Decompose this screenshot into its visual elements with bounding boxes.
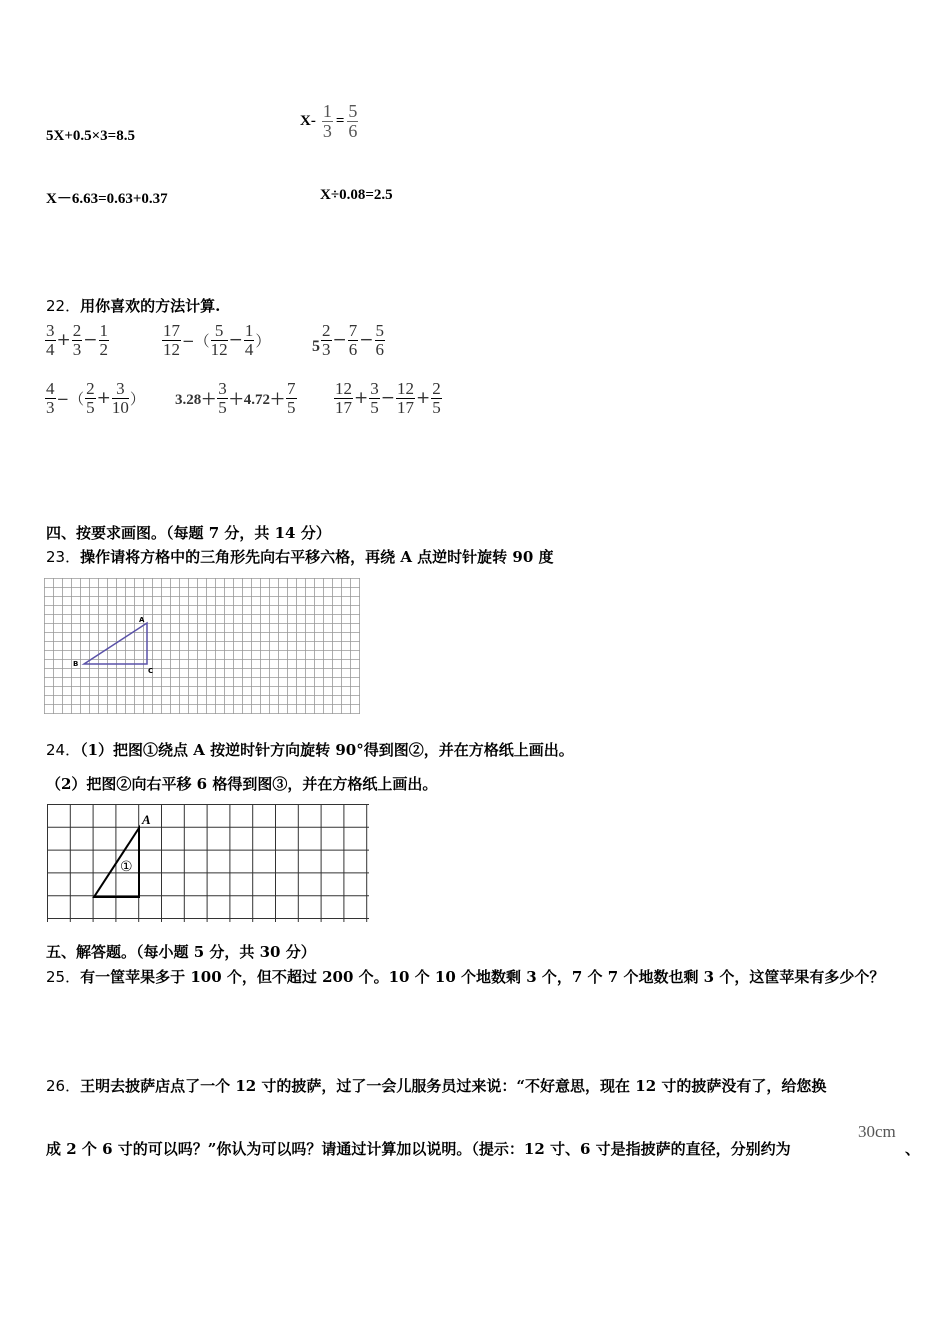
equals-sign: = [335, 112, 345, 129]
figure-1-label: ① [120, 859, 133, 875]
measure-30cm: 30cm [858, 1122, 896, 1141]
question-22-title: 22．用你喜欢的方法计算. [46, 297, 221, 315]
section-4-heading: 四、按要求画图。（每题 7 分，共 14 分） [46, 524, 331, 542]
fraction: $\frac{1}{4}$ [244, 321, 254, 359]
equation-3: X－6.63=0.63+0.37 [46, 191, 168, 207]
grid-lines [47, 804, 369, 922]
fraction: $\frac{4}{3}$ [46, 379, 55, 417]
fraction: $\frac{3}{10}$ [111, 379, 129, 417]
equation-4: X÷0.08=2.5 [320, 187, 393, 203]
equation-2 [300, 102, 359, 141]
equation-2-prefix: X- [300, 112, 316, 129]
question-26-line-2: 成 2 个 6 寸的可以吗？”你认为可以吗？请通过计算加以说明。（提示：12 寸、6 寸是指披萨的直径，分别约为 [46, 1140, 791, 1158]
fraction: $\frac{1}{2}$ [99, 321, 108, 359]
triangle-abc [84, 623, 147, 664]
question-23-text: 23．操作请将方格中的三角形先向右平移六格，再绕 A 点逆时针旋转 90 度 [46, 548, 554, 566]
question-24-line-1: 24．（1）把图①绕点 A 按逆时针方向旋转 90°得到图②，并在方格纸上画出。 [46, 741, 574, 759]
fraction: $\frac{3}{4}$ [46, 321, 55, 359]
fraction: $\frac{12}{17}$ [335, 379, 352, 417]
point-c-label: C [148, 667, 154, 675]
section-5-heading: 五、解答题。（每小题 5 分，共 30 分） [46, 943, 316, 961]
grid-diagram-2 [47, 804, 369, 924]
fraction: $\frac{2}{3}$ [72, 321, 82, 359]
point-a-label: A [139, 616, 145, 624]
point-a-label: A [142, 812, 151, 827]
fraction: $\frac{2}{5}$ [86, 379, 95, 417]
expression-r1-3: 5 $\frac{2}{3}$ − $\frac{7}{6}$ − $\frac{5}{6}$ [312, 321, 384, 359]
expression-r1-2: $\frac{17}{12}$ −（ $\frac{5}{12}$ − $\frac{1}{4}$ ） [163, 321, 271, 359]
point-b-label: B [73, 660, 79, 668]
fraction: $\frac{1}{3}$ [322, 101, 332, 141]
grid-lines [44, 578, 360, 714]
fraction: $\frac{2}{3}$ [322, 321, 331, 359]
equation-1: 5X+0.5×3=8.5 [46, 128, 135, 144]
expression-r1-1: $\frac{3}{4}$ + $\frac{2}{3}$ − $\frac{1}{2}$ [46, 321, 108, 359]
fraction: $\frac{5}{6}$ [375, 321, 384, 359]
expression-r2-1: $\frac{4}{3}$ −（ $\frac{2}{5}$ + $\frac{3}{10}$ ） [46, 379, 145, 417]
question-25-text: 25．有一筐苹果多于 100 个，但不超过 200 个。10 个 10 个地数剩 3 个，7 个 7 个地数也剩 3 个，这筐苹果有多少个？ [46, 968, 885, 986]
fraction: $\frac{7}{6}$ [348, 321, 358, 359]
fraction: $\frac{5}{12}$ [210, 321, 228, 359]
expression-r2-2: 3.28＋ $\frac{3}{5}$ ＋4.72＋ $\frac{7}{5}$ [175, 379, 296, 417]
fraction: $\frac{17}{12}$ [163, 321, 180, 359]
fraction: $\frac{3}{5}$ [370, 379, 379, 417]
fraction: $\frac{2}{5}$ [432, 379, 441, 417]
fraction: $\frac{3}{5}$ [218, 379, 227, 417]
question-26-line-1: 26．王明去披萨店点了一个 12 寸的披萨，过了一会儿服务员过来说：“不好意思，现在 12 寸的披萨没有了，给您换 [46, 1077, 827, 1095]
question-26-tail: 、 [905, 1140, 921, 1158]
expression-r2-3: $\frac{12}{17}$ + $\frac{3}{5}$ − $\frac{12}{17}$ + $\frac{2}{5}$ [335, 379, 441, 417]
grid-diagram-1 [44, 578, 360, 714]
question-24-line-2: （2）把图②向右平移 6 格得到图③，并在方格纸上画出。 [46, 775, 438, 793]
fraction: $\frac{7}{5}$ [287, 379, 296, 417]
fraction: $\frac{5}{6}$ [348, 101, 358, 141]
fraction: $\frac{12}{17}$ [397, 379, 414, 417]
